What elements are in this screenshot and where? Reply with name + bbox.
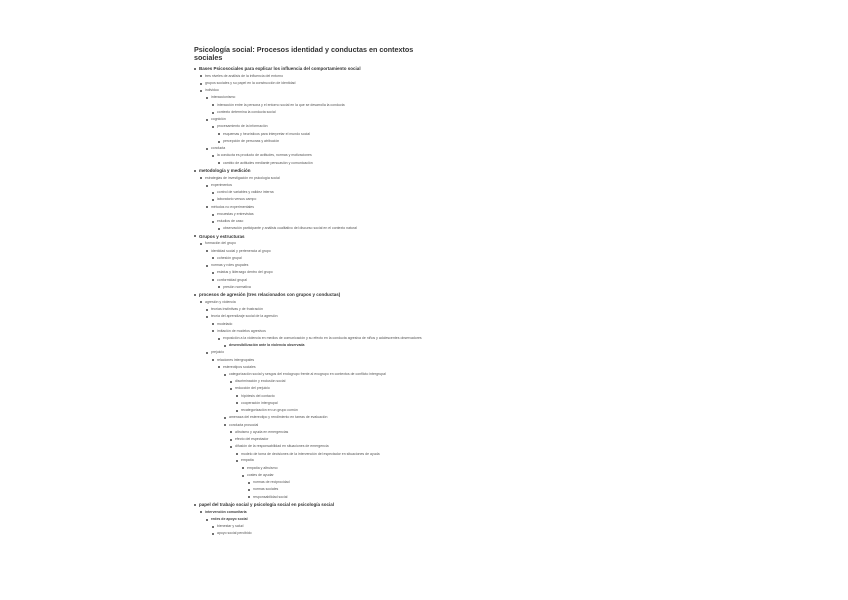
- outline-item: empatía: [194, 457, 471, 464]
- outline-item: difusión de la responsabilidad en situaciones de emergencia: [194, 443, 465, 450]
- outline-item: estereotipos sociales: [194, 364, 453, 371]
- outline-item: reducción del prejuicio: [194, 385, 465, 392]
- outline-item: cohesión grupal: [194, 255, 447, 262]
- outline-item: estatus y liderazgo dentro del grupo: [194, 269, 447, 276]
- outline-item: agresión y violencia: [194, 299, 435, 306]
- outline-item: empatía y altruismo: [194, 465, 477, 472]
- outline-section-heading: metodología y medición: [194, 167, 429, 175]
- outline-item: estudios de caso: [194, 218, 447, 225]
- outline-item: imitación de modelos agresivos: [194, 328, 447, 335]
- outline-section-heading: Bases Psicosociales para explicar los influencia del comportamiento social: [194, 65, 429, 73]
- outline-item: teoría del aprendizaje social de la agresión: [194, 313, 441, 320]
- outline-item: esquemas y heurísticos para interpretar el mundo social: [194, 131, 453, 138]
- outline-item: contexto determina la conducta social: [194, 109, 447, 116]
- outline-item: hipótesis del contacto: [194, 393, 471, 400]
- outline-item: métodos no experimentales: [194, 204, 441, 211]
- outline-list: [194, 65, 426, 538]
- outline-item: identidad social y pertenencia al grupo: [194, 248, 441, 255]
- outline-item: modelado: [194, 321, 447, 328]
- outline-item: observación participante y análisis cualitativo del discurso social en el contexto natural: [194, 225, 453, 232]
- outline-item: interaccionismo: [194, 94, 441, 101]
- outline-item: exposición a la violencia en medios de comunicación y su efecto en la conducta agresiva de niños y adolescentes observadores: [194, 335, 453, 342]
- outline-item: categorización social y sesgos del endogrupo frente al exogrupo en contextos de conflicto intergrupal: [194, 371, 459, 378]
- outline-item: responsabilidad social: [194, 494, 483, 501]
- outline-item: prejuicio: [194, 349, 441, 356]
- outline-item: individuo: [194, 87, 435, 94]
- outline-item: desensibilización ante la violencia observada: [194, 342, 459, 349]
- outline-item: efecto del espectador: [194, 436, 465, 443]
- outline-item: grupos sociales y su papel en la construcción de identidad: [194, 80, 435, 87]
- outline-item: experimentos: [194, 182, 441, 189]
- outline-item: conformidad grupal: [194, 277, 447, 284]
- outline-section-heading: procesos de agresión (tres relacionados con grupos y conductas): [194, 291, 429, 299]
- outline-item: normas y roles grupales: [194, 262, 441, 269]
- outline-item: altruismo y ayuda en emergencias: [194, 429, 465, 436]
- outline-item: normas sociales: [194, 486, 483, 493]
- outline-section-heading: papel del trabajo social y psicología social en psicología social: [194, 501, 429, 509]
- outline-item: estrategias de investigación en psicología social: [194, 175, 435, 182]
- outline-item: conducta: [194, 145, 441, 152]
- outline-item: encuestas y entrevistas: [194, 211, 447, 218]
- outline-item: intervención comunitaria: [194, 509, 435, 516]
- outline-item: cooperación intergrupal: [194, 400, 471, 407]
- outline-item: relaciones intergrupales: [194, 357, 447, 364]
- outline-item: teorías instintivas y de frustración: [194, 306, 441, 313]
- outline-item: bienestar y salud: [194, 523, 447, 530]
- outline-item: control de variables y validez interna: [194, 189, 447, 196]
- outline-item: cognición: [194, 116, 441, 123]
- outline-item: interacción entre la persona y el entorno social en la que se desarrolla la conducta: [194, 102, 447, 109]
- document-page: [194, 46, 426, 556]
- outline-item: normas de reciprocidad: [194, 479, 483, 486]
- outline-item: formación del grupo: [194, 240, 435, 247]
- outline-section-heading: Grupos y estructuras: [194, 233, 429, 241]
- outline-item: percepción de personas y atribución: [194, 138, 453, 145]
- outline-item: amenaza del estereotipo y rendimiento en tareas de evaluación: [194, 414, 459, 421]
- outline-item: discriminación y exclusión social: [194, 378, 465, 385]
- outline-item: laboratorio versus campo: [194, 196, 447, 203]
- outline-item: procesamiento de la información: [194, 123, 447, 130]
- outline-item: modelo de toma de decisiones de la intervención del espectador en situaciones de ayuda: [194, 451, 471, 458]
- outline-item: presión normativa: [194, 284, 453, 291]
- outline-item: cambio de actitudes mediante persuasión y comunicación: [194, 160, 453, 167]
- outline-item: recategorización en un grupo común: [194, 407, 471, 414]
- outline-item: conducta prosocial: [194, 422, 459, 429]
- outline-item: apoyo social percibido: [194, 530, 447, 537]
- outline-item: redes de apoyo social: [194, 516, 441, 523]
- outline-item: costes de ayudar: [194, 472, 477, 479]
- outline-item: tres niveles de análisis de la influencia del entorno: [194, 73, 435, 80]
- document-title: Psicología social: Procesos identidad y conductas en contextos sociales: [194, 45, 414, 62]
- outline-item: la conducta es producto de actitudes, normas y motivaciones: [194, 152, 447, 159]
